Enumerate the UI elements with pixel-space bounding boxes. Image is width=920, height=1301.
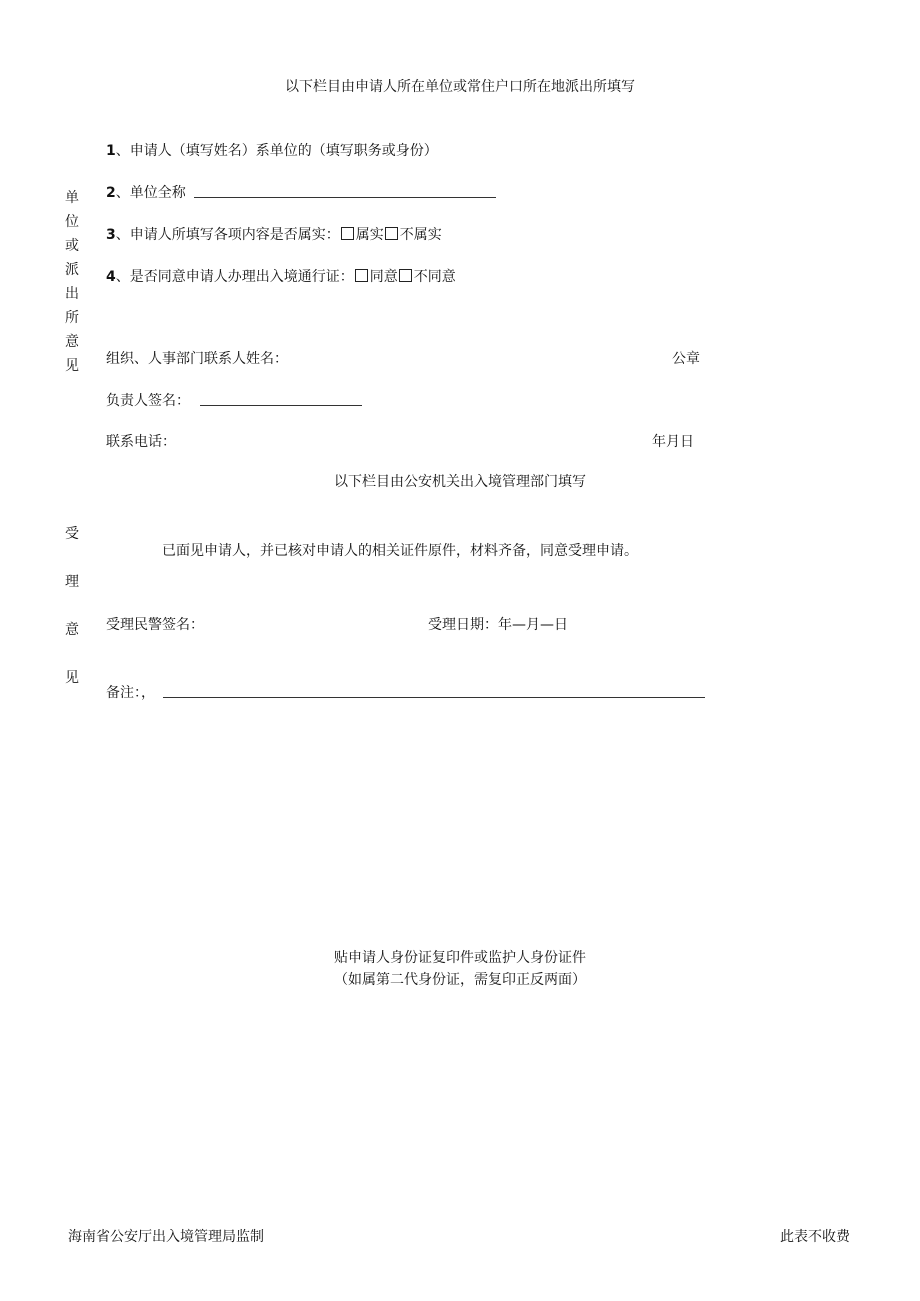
seal-label: 公章	[672, 351, 700, 367]
item-1	[106, 140, 438, 160]
side-label-char: 或	[65, 238, 79, 254]
agree-option-label: 同意	[369, 269, 398, 285]
attach-note: （如属第二代身份证，需复印正反两面）	[334, 972, 586, 988]
item-4-number: 4	[106, 269, 116, 285]
true-checkbox[interactable]	[341, 227, 354, 240]
agree-checkbox[interactable]	[355, 269, 368, 282]
disagree-option-label: 不同意	[413, 269, 456, 285]
date-label: 年月日	[652, 434, 694, 450]
side-label-char: 所	[65, 310, 79, 326]
side-label-char: 受	[65, 526, 79, 542]
side-label-char: 理	[65, 574, 79, 590]
signature-label: 负责人签名：	[106, 393, 190, 409]
side-label-char: 位	[65, 214, 79, 230]
phone-label: 联系电话：	[106, 434, 176, 450]
item-2-number: 2	[106, 185, 116, 201]
item-3-text: 、申请人所填写各项内容是否属实：	[115, 227, 340, 243]
item-2	[106, 182, 496, 202]
footer-issuer: 海南省公安厅出入境管理局监制	[68, 1229, 264, 1245]
side-label-char: 出	[65, 286, 79, 302]
item-2-text: 、单位全称	[115, 185, 186, 201]
contact-name-label: 组织、人事部门联系人姓名：	[106, 351, 288, 367]
not-true-option-label: 不属实	[399, 227, 442, 243]
item-1-number: 1	[106, 143, 116, 159]
side-label-char: 派	[65, 262, 79, 278]
section1-header: 以下栏目由申请人所在单位或常住户口所在地派出所填写	[285, 79, 635, 95]
remarks-row	[106, 682, 705, 702]
side-label-char: 意	[65, 334, 79, 350]
item-1-text: 、申请人（填写姓名）系单位的（填写职务或身份）	[115, 143, 438, 159]
item-3	[106, 224, 442, 244]
remarks-label: 备注：，	[106, 685, 155, 701]
officer-signature-label: 受理民警签名：	[106, 617, 204, 633]
acceptance-date-label: 受理日期：年—月—日	[428, 617, 568, 633]
disagree-checkbox[interactable]	[399, 269, 412, 282]
side-label-char: 见	[65, 358, 79, 374]
item-4	[106, 266, 456, 286]
item-4-text: 、是否同意申请人办理出入境通行证：	[115, 269, 354, 285]
item-3-number: 3	[106, 227, 116, 243]
signature-field[interactable]	[200, 405, 362, 406]
signature-row	[106, 390, 362, 410]
side-label-char: 单	[65, 190, 79, 206]
unit-name-field[interactable]	[194, 197, 496, 198]
section2-header: 以下栏目由公安机关出入境管理部门填写	[334, 474, 586, 490]
side-label-acceptance-opinion	[62, 522, 82, 714]
acceptance-statement: 已面见申请人，并已核对申请人的相关证件原件，材料齐备，同意受理申请。	[162, 543, 638, 559]
true-option-label: 属实	[355, 227, 384, 243]
footer-free-notice: 此表不收费	[780, 1229, 850, 1245]
side-label-unit-opinion	[62, 186, 82, 378]
not-true-checkbox[interactable]	[385, 227, 398, 240]
attach-instruction: 贴申请人身份证复印件或监护人身份证件	[334, 950, 586, 966]
side-label-char: 见	[65, 670, 79, 686]
side-label-char: 意	[65, 622, 79, 638]
remarks-field[interactable]	[163, 697, 705, 698]
